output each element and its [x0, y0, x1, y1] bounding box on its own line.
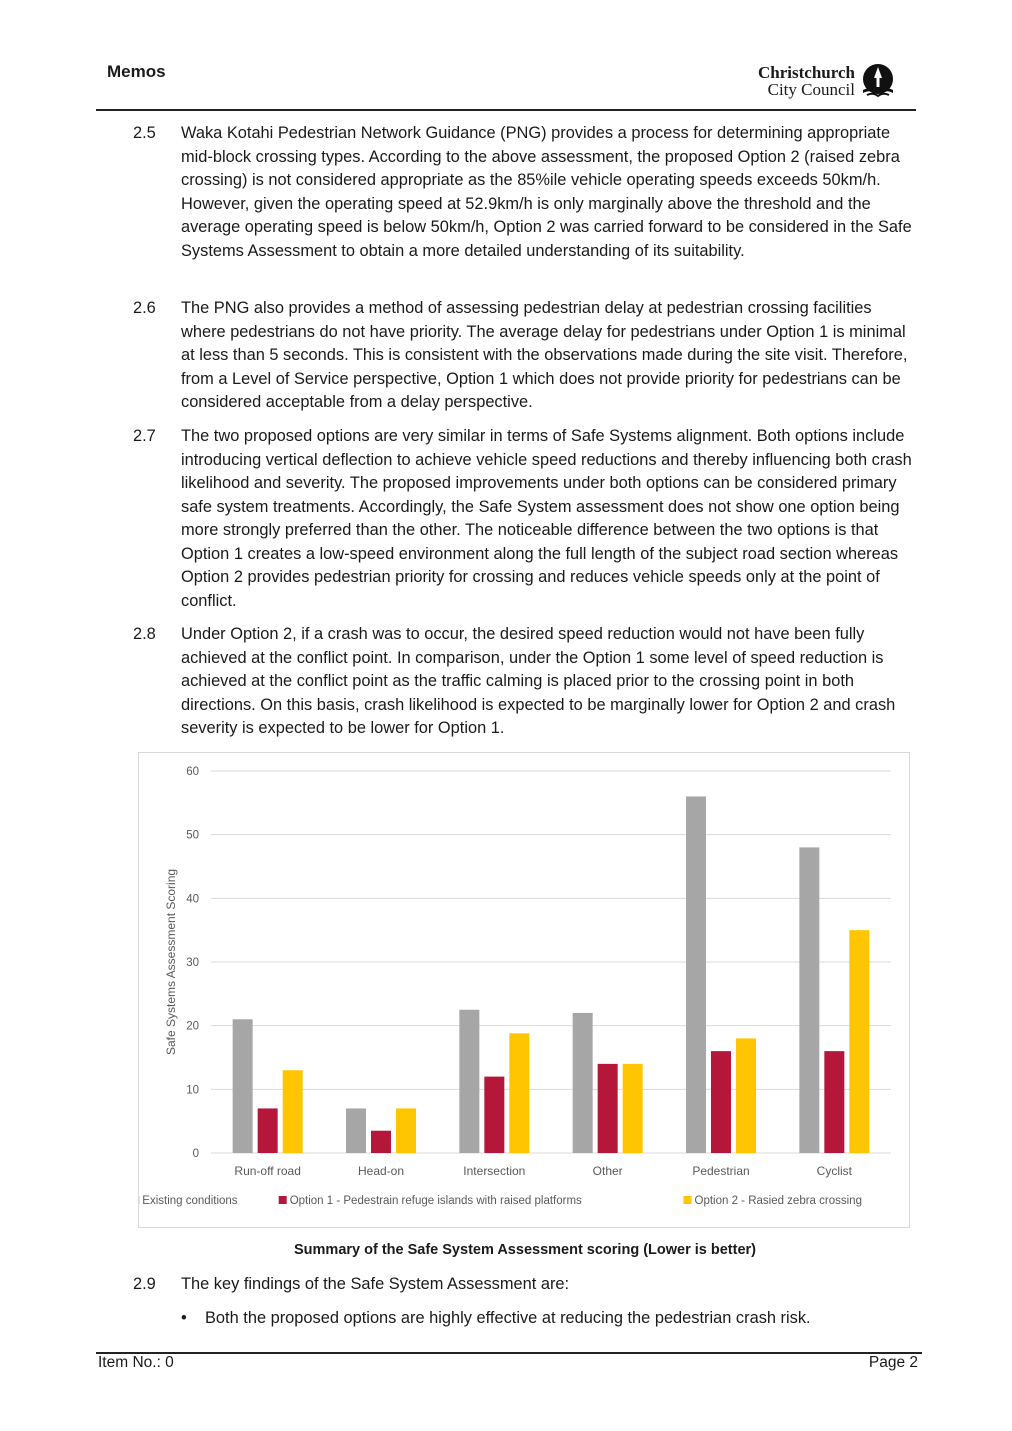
bullet-text: Both the proposed options are highly effective at reducing the pedestrian crash risk. — [205, 1309, 811, 1327]
y-tick-label: 40 — [186, 893, 199, 906]
bar — [371, 1131, 391, 1153]
header-divider — [96, 109, 916, 111]
y-tick-label: 60 — [186, 766, 199, 778]
y-tick-label: 0 — [192, 1148, 199, 1160]
bar — [824, 1051, 844, 1153]
chart-svg — [139, 753, 909, 1227]
paragraph-number: 2.8 — [133, 625, 156, 643]
bar — [509, 1033, 529, 1153]
legend-label: Existing conditions — [142, 1195, 238, 1207]
y-tick-label: 10 — [186, 1084, 199, 1097]
bar — [258, 1108, 278, 1153]
paragraph-number: 2.5 — [133, 124, 156, 142]
footer-page-number: Page 2 — [868, 1354, 918, 1371]
bar — [598, 1064, 618, 1153]
y-tick-label: 50 — [186, 829, 199, 842]
bar — [484, 1077, 504, 1153]
logo-text-line2: City Council — [767, 80, 855, 99]
bar — [396, 1108, 416, 1153]
logo-text-line1: Christchurch — [758, 63, 855, 82]
bar — [573, 1013, 593, 1153]
y-tick-label: 20 — [186, 1020, 199, 1033]
council-logo — [745, 62, 905, 102]
bar — [686, 796, 706, 1153]
bar — [459, 1010, 479, 1153]
legend-swatch — [684, 1196, 692, 1204]
paragraph-text: Under Option 2, if a crash was to occur, the desired speed reduction would not have been fully achieved at the conflict point. In comparison, under the Option 1 some level of speed reduction is achieved at the conflict point as the traffic calming is placed prior to the crossing point in both directions. On this basis, crash likelihood is expected to be marginally lower for Option 2 and crash severity is expected to be lower for Option 1. — [181, 625, 896, 737]
legend-label: Option 2 - Rasied zebra crossing — [694, 1195, 862, 1207]
bar — [849, 930, 869, 1153]
bar — [711, 1051, 731, 1153]
paragraph-number: 2.7 — [133, 427, 156, 445]
bar — [736, 1038, 756, 1153]
x-tick-label: Run-off road — [234, 1164, 301, 1178]
x-tick-label: Head-on — [357, 1164, 405, 1178]
bar — [623, 1064, 643, 1153]
bar — [283, 1070, 303, 1153]
paragraph-number: 2.6 — [133, 299, 156, 317]
cathedral-logo-icon — [859, 62, 897, 100]
legend-swatch — [279, 1196, 287, 1204]
y-tick-label: 30 — [186, 957, 199, 969]
paragraph-text: The PNG also provides a method of assessing pedestrian delay at pedestrian crossing facilities where pedestrians do not have priority. The average delay for pedestrians under Option 1 is minimal at less than 5 seconds. This is consistent with the observations made during the site visit. Therefore, from a Level of Service perspective, Option 1 which does not provide priority for pedestrians can be considered acceptable from a delay perspective. — [181, 299, 908, 411]
legend-label: Option 1 - Pedestrain refuge islands with raised platforms — [289, 1195, 582, 1207]
paragraph-number: 2.9 — [133, 1275, 156, 1293]
paragraph-text: Waka Kotahi Pedestrian Network Guidance (PNG) provides a process for determining appropriate mid-block crossing types. According to the above assessment, the proposed Option 2 (raised zebra crossing) is not considered appropriate as the 85%ile vehicle operating speeds exceeds 50km/h. However, given the operating speed at 52.9km/h is only marginally above the threshold and the average operating speed is below 50km/h, Option 2 was carried forward to be considered in the Safe Systems Assessment to obtain a more detailed understanding of its suitability. — [181, 124, 912, 260]
paragraph-text: The key findings of the Safe System Assessment are: — [181, 1275, 570, 1293]
x-tick-label: Other — [592, 1164, 623, 1178]
x-tick-label: Pedestrian — [692, 1164, 750, 1178]
bar — [233, 1019, 253, 1153]
bullet-dot: • — [181, 1309, 187, 1327]
memo-header-title: Memos — [107, 62, 166, 81]
x-tick-label: Intersection — [463, 1164, 526, 1178]
bar — [799, 847, 819, 1153]
y-axis-label: Safe Systems Assessment Scoring — [164, 868, 178, 1056]
x-tick-label: Cyclist — [816, 1164, 853, 1178]
bar — [346, 1108, 366, 1153]
paragraph-text: The two proposed options are very similar in terms of Safe Systems alignment. Both options include introducing vertical deflection to achieve vehicle speed reductions and thereby influencing both crash likelihood and severity. The proposed improvements under both options can be considered primary safe system treatments. Accordingly, the Safe System assessment does not show one option being more strongly preferred than the other. The noticeable difference between the two options is that Option 1 creates a low-speed environment along the full length of the subject road section whereas Option 2 provides pedestrian priority for crossing and reduces vehicle speeds only at the point of conflict. — [181, 427, 912, 610]
safe-system-bar-chart — [138, 752, 910, 1228]
footer-divider — [96, 1352, 922, 1354]
footer-item-number: Item No.: 0 — [98, 1354, 174, 1371]
chart-caption: Summary of the Safe System Assessment scoring (Lower is better) — [294, 1242, 756, 1258]
